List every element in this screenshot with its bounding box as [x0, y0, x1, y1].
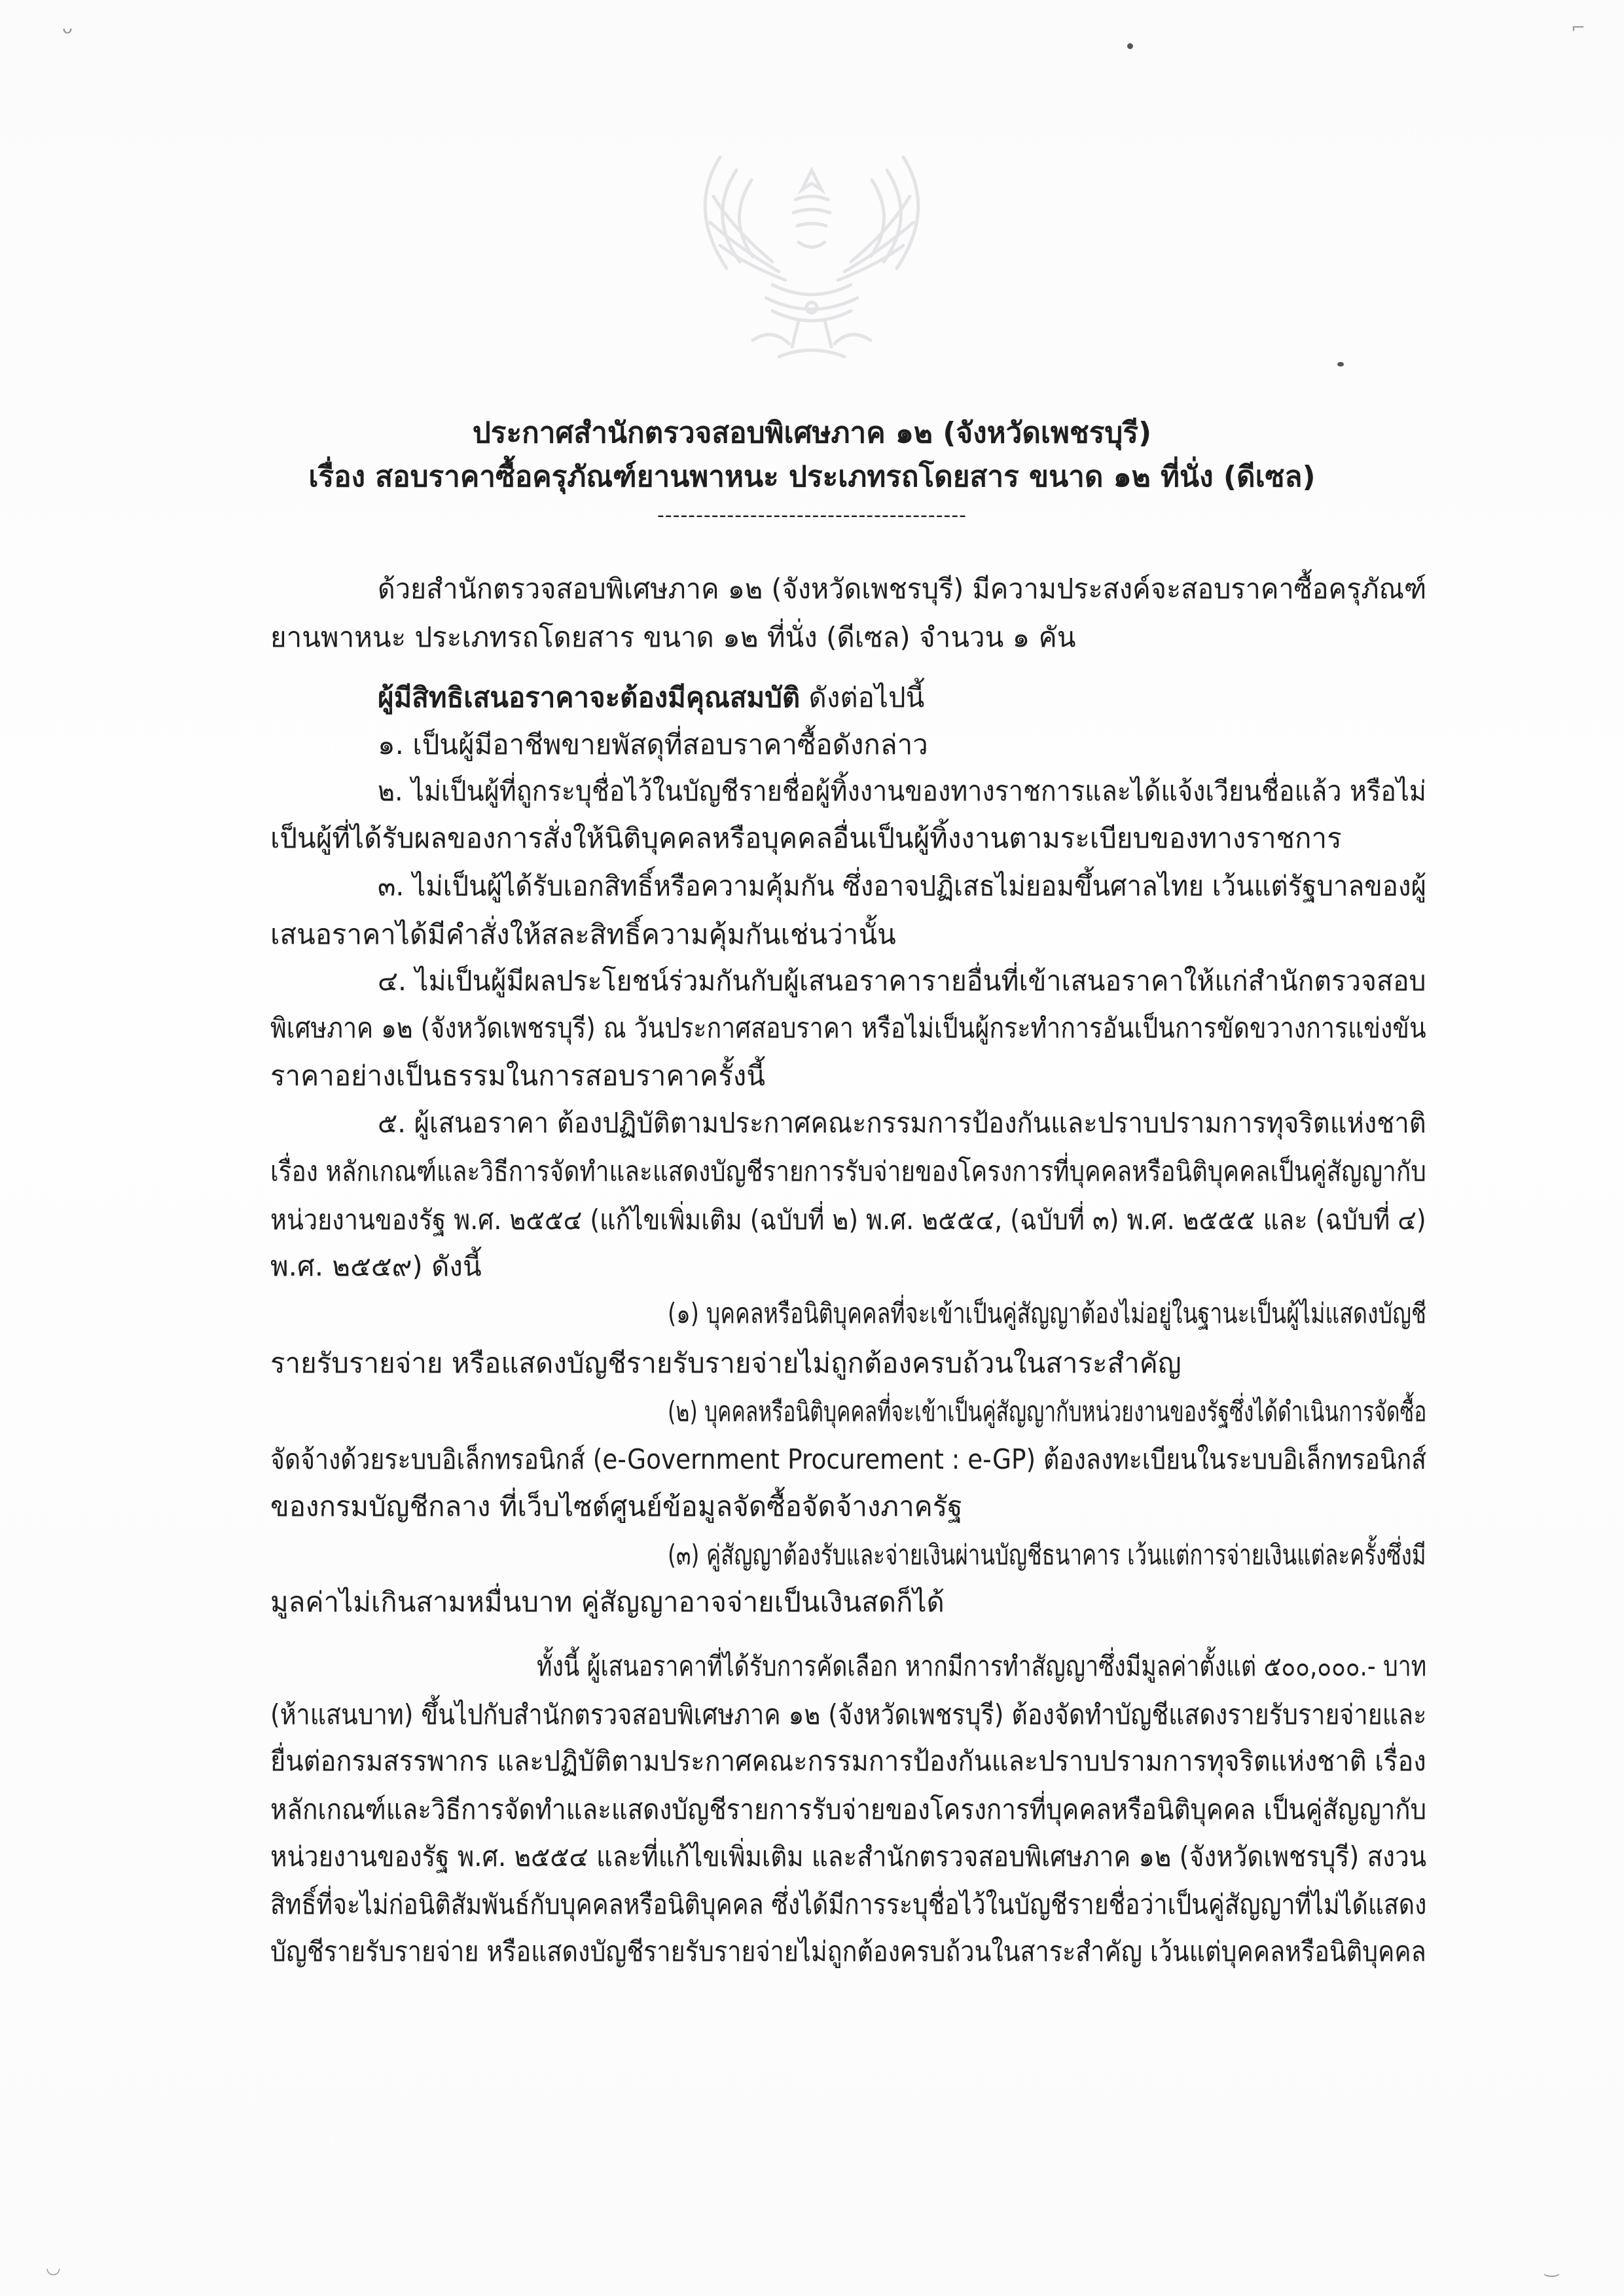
- intro-line-1: ด้วยสำนักตรวจสอบพิเศษภาค ๑๒ (จังหวัดเพชรบุรี) มีความประสงค์จะสอบราคาซื้อครุภัณฑ์: [378, 573, 1427, 605]
- qualifications-heading: [378, 678, 924, 717]
- sub-item-3-line-2: มูลค่าไม่เกินสามหมื่นบาท คู่สัญญาอาจจ่ายเป็นเงินสดก็ได้: [270, 1586, 945, 1618]
- closing-line-6: สิทธิ์ที่จะไม่ก่อนิติสัมพันธ์กับบุคคลหรือนิติบุคคล ซึ่งได้มีการระบุชื่อไว้ในบัญชีรายชื่อว่าเป็นคู่สัญญาที่ไม่ได้แสดง: [270, 1888, 1427, 1920]
- scan-dot: [1337, 362, 1344, 367]
- sub-item-1-line-1: (๑) บุคคลหรือนิติบุคคลที่จะเข้าเป็นคู่สัญญาต้องไม่อยู่ในฐานะเป็นผู้ไม่แสดงบัญชี: [668, 1297, 1427, 1329]
- intro-line-2: ยานพาหนะ ประเภทรถโดยสาร ขนาด ๑๒ ที่นั่ง (ดีเซล) จำนวน ๑ คัน: [270, 621, 1076, 653]
- sub-item-3-line-1: (๓) คู่สัญญาต้องรับและจ่ายเงินผ่านบัญชีธนาคาร เว้นแต่การจ่ายเงินแต่ละครั้งซึ่งมี: [668, 1539, 1426, 1571]
- item-4-line-3: ราคาอย่างเป็นธรรมในการสอบราคาครั้งนี้: [270, 1060, 765, 1092]
- item-3-line-1: ๓. ไม่เป็นผู้ได้รับเอกสิทธิ์หรือความคุ้มกัน ซึ่งอาจปฏิเสธไม่ยอมขึ้นศาลไทย เว้นแต่รัฐบาลของผู้: [378, 870, 1427, 902]
- item-4-line-1: ๔. ไม่เป็นผู้มีผลประโยชน์ร่วมกันกับผู้เสนอราคารายอื่นที่เข้าเสนอราคาให้แก่สำนักตรวจสอบ: [378, 965, 1426, 997]
- title-separator: ----------------------------------------: [657, 504, 967, 527]
- scan-artifact: ᴗ: [62, 18, 73, 38]
- announcement-title: ประกาศสำนักตรวจสอบพิเศษภาค ๑๒ (จังหวัดเพชรบุรี): [472, 416, 1152, 450]
- item-5-line-4: พ.ศ. ๒๕๕๙) ดังนี้: [270, 1250, 482, 1282]
- scan-artifact: ⌐: [1571, 18, 1585, 38]
- item-5-line-2: เรื่อง หลักเกณฑ์และวิธีการจัดทำและแสดงบัญชีรายการรับจ่ายของโครงการที่บุคคลหรือนิติบุคคลเป็นคู่สัญญากับ: [270, 1155, 1426, 1187]
- scan-dot: [1127, 43, 1133, 49]
- item-2-line-2: เป็นผู้ที่ได้รับผลของการสั่งให้นิติบุคคลหรือบุคคลอื่นเป็นผู้ทิ้งงานตามระเบียบของทางราชการ: [270, 822, 1342, 854]
- sub-item-2-line-2: จัดจ้างด้วยระบบอิเล็กทรอนิกส์ (e-Government Procurement : e-GP) ต้องลงทะเบียนในระบบอิเล็กทรอนิกส์: [270, 1443, 1426, 1475]
- closing-line-2: (ห้าแสนบาท) ขึ้นไปกับสำนักตรวจสอบพิเศษภาค ๑๒ (จังหวัดเพชรบุรี) ต้องจัดทำบัญชีแสดงรายรับรายจ่ายและ: [270, 1698, 1427, 1731]
- sub-item-2-line-3: ของกรมบัญชีกลาง ที่เว็บไซต์ศูนย์ข้อมูลจัดซื้อจัดจ้างภาครัฐ: [270, 1490, 963, 1522]
- qualifications-heading-bold: ผู้มีสิทธิเสนอราคาจะต้องมีคุณสมบัติ: [378, 681, 801, 713]
- scan-artifact: ‿: [1545, 2258, 1559, 2278]
- item-3-line-2: เสนอราคาได้มีคำสั่งให้สละสิทธิ์ความคุ้มกันเช่นว่านั้น: [270, 918, 896, 950]
- item-5-line-1: ๕. ผู้เสนอราคา ต้องปฏิบัติตามประกาศคณะกรรมการป้องกันและปราบปรามการทุจริตแห่งชาติ: [378, 1107, 1426, 1139]
- sub-item-2-line-1: (๒) บุคคลหรือนิติบุคคลที่จะเข้าเป็นคู่สัญญากับหน่วยงานของรัฐซึ่งได้ดำเนินการจัดซื้อ: [668, 1395, 1427, 1427]
- closing-line-7: บัญชีรายรับรายจ่าย หรือแสดงบัญชีรายรับรายจ่ายไม่ถูกต้องครบถ้วนในสาระสำคัญ เว้นแต่บุคคลหรือนิติบุคคล: [270, 1935, 1426, 1967]
- item-2-line-1: ๒. ไม่เป็นผู้ที่ถูกระบุชื่อไว้ในบัญชีรายชื่อผู้ทิ้งงานของทางราชการและได้แจ้งเวียนชื่อแล้ว หรือไม่: [378, 775, 1426, 807]
- item-1-line-1: ๑. เป็นผู้มีอาชีพขายพัสดุที่สอบราคาซื้อดังกล่าว: [378, 728, 928, 761]
- item-4-line-2: พิเศษภาค ๑๒ (จังหวัดเพชรบุรี) ณ วันประกาศสอบราคา หรือไม่เป็นผู้กระทำการอันเป็นการขัดขวางการแข่งขัน: [270, 1012, 1426, 1044]
- garuda-emblem-icon: [674, 131, 949, 367]
- closing-line-4: หลักเกณฑ์และวิธีการจัดทำและแสดงบัญชีรายการรับจ่ายของโครงการที่บุคคลหรือนิติบุคคล เป็นคู่สัญญากับ: [270, 1793, 1427, 1825]
- sub-item-1-line-2: รายรับรายจ่าย หรือแสดงบัญชีรายรับรายจ่ายไม่ถูกต้องครบถ้วนในสาระสำคัญ: [270, 1347, 1182, 1379]
- item-5-line-3: หน่วยงานของรัฐ พ.ศ. ๒๕๕๔ (แก้ไขเพิ่มเติม (ฉบับที่ ๒) พ.ศ. ๒๕๕๔, (ฉบับที่ ๓) พ.ศ. ๒๕๕๕ และ (ฉบับที่ ๔): [270, 1204, 1426, 1236]
- announcement-subject: เรื่อง สอบราคาซื้อครุภัณฑ์ยานพาหนะ ประเภทรถโดยสาร ขนาด ๑๒ ที่นั่ง (ดีเซล): [308, 460, 1316, 493]
- qualifications-heading-rest: ดังต่อไปนี้: [800, 681, 925, 713]
- scan-artifact: ◡: [46, 2258, 61, 2278]
- closing-line-1: ทั้งนี้ ผู้เสนอราคาที่ได้รับการคัดเลือก หากมีการทำสัญญาซึ่งมีมูลค่าตั้งแต่ ๕๐๐,๐๐๐.- บาท: [537, 1650, 1427, 1682]
- closing-line-5: หน่วยงานของรัฐ พ.ศ. ๒๕๕๔ และที่แก้ไขเพิ่มเติม และสำนักตรวจสอบพิเศษภาค ๑๒ (จังหวัดเพชรบุรี) สงวน: [270, 1840, 1427, 1873]
- closing-line-3: ยื่นต่อกรมสรรพากร และปฏิบัติตามประกาศคณะกรรมการป้องกันและปราบปรามการทุจริตแห่งชาติ เรื่อง: [270, 1745, 1426, 1777]
